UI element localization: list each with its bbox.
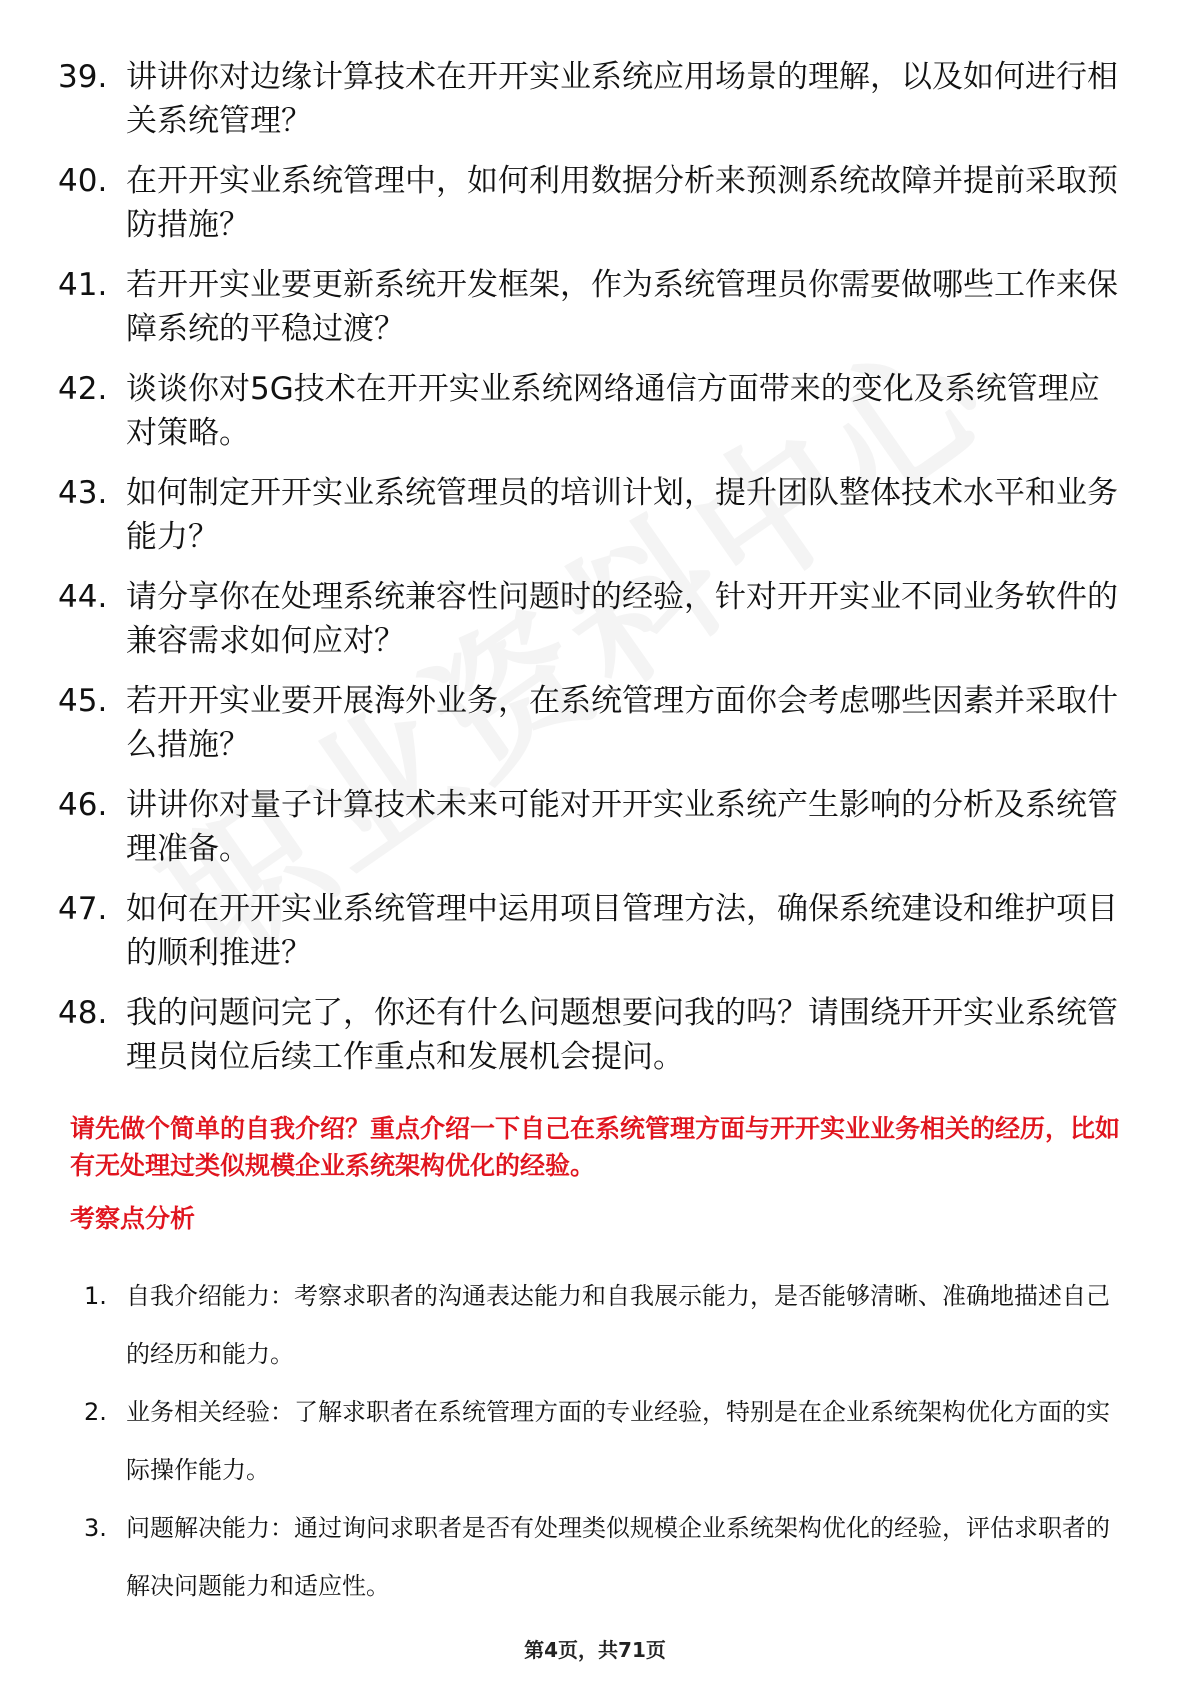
question-number: 42. — [58, 371, 108, 407]
question-text: 如何在开开实业系统管理中运用项目管理方法，确保系统建设和维护项目的顺利推进？ — [126, 891, 1118, 971]
question-number: 43. — [58, 475, 108, 511]
list-item — [58, 55, 1138, 143]
list-item — [58, 471, 1138, 559]
question-number: 48. — [58, 995, 108, 1031]
list-item — [84, 1267, 1144, 1383]
question-text: 在开开实业系统管理中，如何利用数据分析来预测系统故障并提前采取预防措施？ — [126, 163, 1118, 243]
list-item — [58, 159, 1138, 247]
highlighted-question: 请先做个简单的自我介绍？重点介绍一下自己在系统管理方面与开开实业业务相关的经历，比如有无处理过类似规模企业系统架构优化的经验。 — [70, 1114, 1121, 1180]
question-text: 若开开实业要更新系统开发框架，作为系统管理员你需要做哪些工作来保障系统的平稳过渡？ — [126, 267, 1118, 347]
question-text: 谈谈你对5G技术在开开实业系统网络通信方面带来的变化及系统管理应对策略。 — [126, 371, 1100, 451]
analysis-number: 1. — [84, 1282, 107, 1310]
question-text: 如何制定开开实业系统管理员的培训计划，提升团队整体技术水平和业务能力？ — [126, 475, 1118, 555]
question-number: 41. — [58, 267, 108, 303]
list-item — [58, 887, 1138, 975]
question-number: 45. — [58, 683, 108, 719]
analysis-number: 3. — [84, 1514, 107, 1542]
question-text: 请分享你在处理系统兼容性问题时的经验，针对开开实业不同业务软件的兼容需求如何应对？ — [126, 579, 1118, 659]
list-item — [58, 679, 1138, 767]
section-title: 考察点分析 — [70, 1204, 196, 1233]
analysis-list — [84, 1267, 1144, 1615]
list-item — [58, 991, 1138, 1079]
question-number: 47. — [58, 891, 108, 927]
analysis-text: 业务相关经验：了解求职者在系统管理方面的专业经验，特别是在企业系统架构优化方面的实际操作能力。 — [126, 1398, 1110, 1484]
question-text: 若开开实业要开展海外业务，在系统管理方面你会考虑哪些因素并采取什么措施？ — [126, 683, 1118, 763]
list-item — [58, 575, 1138, 663]
list-item — [84, 1499, 1144, 1615]
page-footer: 第4页，共71页 — [524, 1638, 666, 1662]
question-number: 44. — [58, 579, 108, 615]
question-number: 46. — [58, 787, 108, 823]
analysis-text: 问题解决能力：通过询问求职者是否有处理类似规模企业系统架构优化的经验，评估求职者的解决问题能力和适应性。 — [126, 1514, 1110, 1600]
list-item — [84, 1383, 1144, 1499]
question-text: 讲讲你对边缘计算技术在开开实业系统应用场景的理解，以及如何进行相关系统管理？ — [126, 59, 1118, 139]
question-list — [58, 55, 1138, 1095]
list-item — [58, 263, 1138, 351]
list-item — [58, 783, 1138, 871]
analysis-text: 自我介绍能力：考察求职者的沟通表达能力和自我展示能力，是否能够清晰、准确地描述自己的经历和能力。 — [126, 1282, 1110, 1368]
analysis-number: 2. — [84, 1398, 107, 1426]
list-item — [58, 367, 1138, 455]
question-text: 我的问题问完了，你还有什么问题想要问我的吗？请围绕开开实业系统管理员岗位后续工作重点和发展机会提问。 — [126, 995, 1118, 1075]
question-number: 40. — [58, 163, 108, 199]
question-number: 39. — [58, 59, 108, 95]
question-text: 讲讲你对量子计算技术未来可能对开开实业系统产生影响的分析及系统管理准备。 — [126, 787, 1118, 867]
